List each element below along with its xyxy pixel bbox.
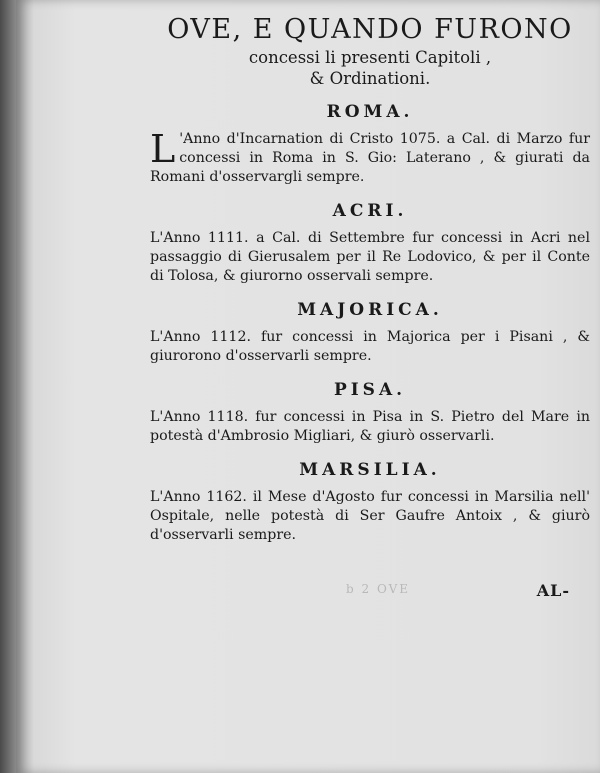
book-spine [0, 0, 16, 773]
page-subtitle-line1: concessi li presenti Capitoli , [248, 48, 492, 67]
section-text-pisa: L'Anno 1118. fur concessi in Pisa in S. Pietro del Mare in potestà d'Ambrosio Migliari, & giurò osservarli. [150, 409, 590, 444]
book-page [16, 0, 600, 773]
section-heading-marsilia: MARSILIA. [299, 460, 441, 480]
page-text [150, 14, 590, 545]
page-subtitle-line2: & Ordinationi. [309, 69, 431, 88]
page-title: OVE, E QUANDO FURONO [167, 14, 573, 45]
section-body-roma: 'Anno d'Incarnation di Cristo 1075. a Cal. di Marzo fur concessi in Roma in S. Gio: Laterano , & giurati da Romani d'osservargli sempre. [150, 131, 590, 185]
section-heading-acri: ACRI. [332, 201, 408, 221]
section-heading-pisa: PISA. [333, 380, 407, 400]
bleed-through-text: b 2 OVE [346, 582, 410, 596]
section-text-roma [150, 127, 590, 187]
section-heading-majorica: MAJORICA. [297, 300, 443, 320]
section-text-acri: L'Anno 1111. a Cal. di Settembre fur concessi in Acri nel passaggio di Gierusalem per il Re Lodovico, & per il Conte di Tolosa, & giurorno osservali sempre. [150, 230, 590, 284]
section-text-marsilia: L'Anno 1162. il Mese d'Agosto fur concessi in Marsilia nell' Ospitale, nelle potestà di Ser Gaufre Antoix , & giurò d'osservarli sempre. [150, 489, 590, 543]
section-text-majorica: L'Anno 1112. fur concessi in Majorica per i Pisani , & giurorono d'osservarli sempre. [150, 329, 590, 364]
drop-cap-letter: L [150, 127, 176, 171]
catchword: AL- [536, 581, 570, 600]
section-heading-roma: ROMA. [326, 102, 414, 122]
